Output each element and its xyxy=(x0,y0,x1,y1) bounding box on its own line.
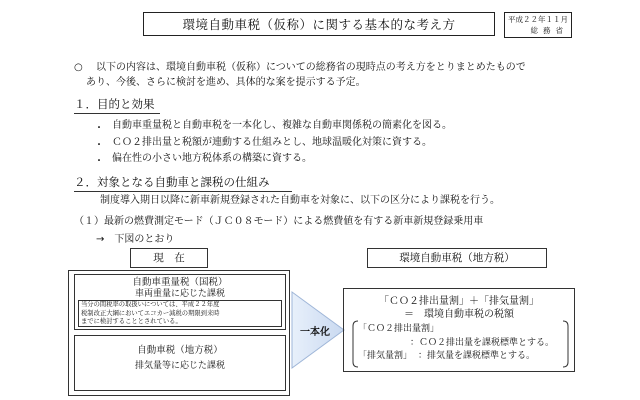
section-1-bullet-1: 自動車重量税と自動車税を一本化し、複雑な自動車関係税の簡素化を図る。 xyxy=(112,120,452,131)
section-2-heading: ２．対象となる自動車と課税の仕組み xyxy=(74,175,270,189)
date-org-box xyxy=(504,12,572,38)
weight-tax-note-3: までに検討することとされている。 xyxy=(81,318,182,325)
section-2-paragraph: 制度導入期日以降に新車新規登録された自動車を対象に、以下の区分により課税を行う。 xyxy=(100,195,500,206)
co2-desc: ：ＣＯ２排出量を課税標準とする。 xyxy=(410,338,555,348)
weight-tax-note-2: 税制改正大綱においてエコカー減税の期限到来時 xyxy=(81,309,220,317)
section-2-arrow-note: → 下図のとおり xyxy=(96,234,175,245)
section-2-subheading: （１）最新の燃費測定モード（ＪＣ０８モード）による燃費値を有する新車新規登録乗用車 xyxy=(74,216,484,227)
weight-tax-note-box xyxy=(78,300,282,327)
co2-label: 「ＣＯ２排出量割」 xyxy=(358,324,440,334)
tax-formula: 「ＣＯ２排出量割」＋「排気量割」 xyxy=(379,296,539,307)
intro-line-2: あり、今後、さらに検討を進め、具体的な案を提示する予定。 xyxy=(86,77,366,88)
new-tax-label-box xyxy=(367,248,547,268)
weight-tax-sub: 車両重量に応じた課税 xyxy=(134,289,225,299)
bullet-dot-icon: ・ xyxy=(94,156,104,167)
displacement-label: 「排気量割」 xyxy=(358,351,413,361)
auto-tax-box xyxy=(74,335,286,391)
tax-formula-result: ＝ 環境自動車税の税額 xyxy=(404,309,514,320)
current-label-box xyxy=(130,248,208,268)
bullet-dot-icon: ・ xyxy=(94,140,104,151)
displacement-desc: ：排気量を課税標準とする。 xyxy=(418,351,536,361)
section-1-heading: １．目的と効果 xyxy=(74,97,155,111)
weight-tax-note-1: 当分の間税率の取扱いについては、平成２２年度 xyxy=(81,301,220,308)
intro-bullet: ○ xyxy=(74,62,83,73)
page-title: 環境自動車税（仮称）に関する基本的な考え方 xyxy=(143,12,495,36)
right-bracket-icon xyxy=(562,320,570,368)
issuing-org: 総務省 xyxy=(530,26,568,35)
issue-date: 平成２２年１１月 xyxy=(508,15,568,24)
section-1-bullet-2: ＣＯ２排出量と税額が連動する仕組みとし、地球温暖化対策に資する。 xyxy=(112,137,432,148)
auto-tax-sub: 排気量等に応じた課税 xyxy=(134,361,225,371)
section-1-underline xyxy=(74,113,160,114)
intro-line-1: 以下の内容は、環境自動車税（仮称）についての総務省の現時点の考え方をとりまとめたもので xyxy=(96,62,526,73)
auto-tax-title: 自動車税（地方税） xyxy=(137,345,223,356)
new-tax-label: 環境自動車税（地方税） xyxy=(399,252,515,264)
bullet-dot-icon: ・ xyxy=(94,123,104,134)
section-1-bullet-3: 偏在性の小さい地方税体系の構築に資する。 xyxy=(112,153,312,164)
weight-tax-title: 自動車重量税（国税） xyxy=(132,277,228,288)
unify-label: 一本化 xyxy=(300,327,330,338)
section-2-underline xyxy=(74,191,292,192)
current-label: 現 在 xyxy=(153,252,185,264)
